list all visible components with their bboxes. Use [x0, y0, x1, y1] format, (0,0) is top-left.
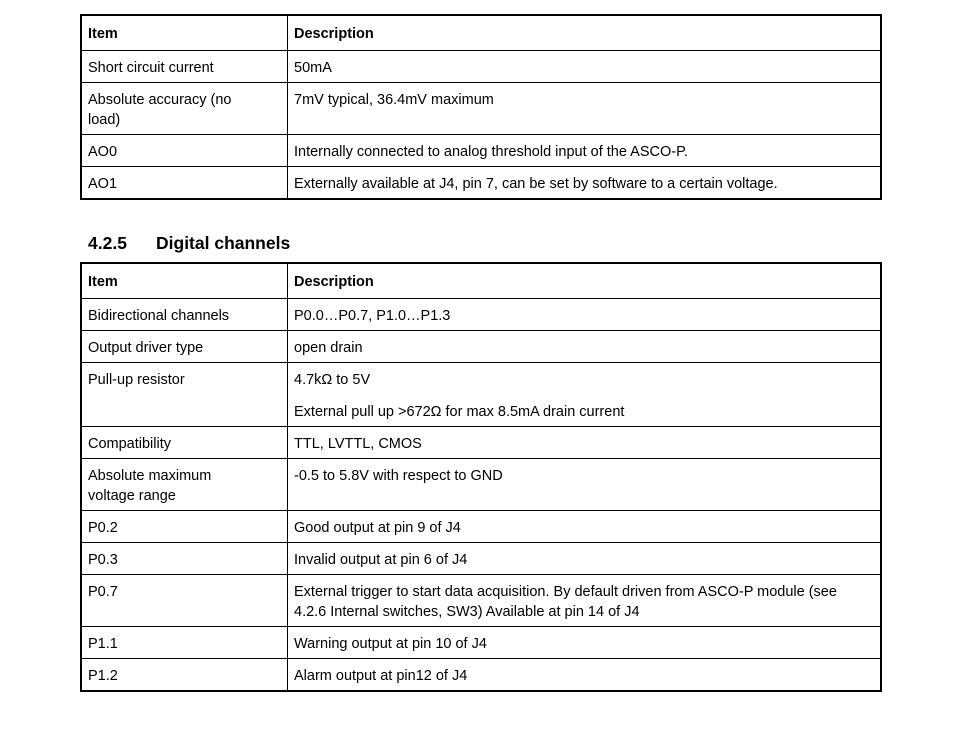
section-title: Digital channels [156, 233, 291, 253]
description-cell: 50mA [288, 51, 881, 83]
item-cell: AO0 [82, 135, 288, 167]
item-cell: Pull-up resistor [82, 363, 288, 427]
description-cell: P0.0…P0.7, P1.0…P1.3 [288, 299, 881, 331]
description-cell: External trigger to start data acquisition. By default driven from ASCO-P module (see 4.2.6 Internal switches, SW3) Available at pin 14 of J4 [288, 575, 881, 627]
table-row [82, 543, 881, 575]
description-cell: -0.5 to 5.8V with respect to GND [288, 459, 881, 511]
item-cell: P0.7 [82, 575, 288, 627]
description-cell: open drain [288, 331, 881, 363]
analog-output-spec-table [81, 15, 881, 199]
section-number: 4.2.5 [88, 233, 127, 253]
table-header-row [82, 16, 881, 51]
item-cell: Short circuit current [82, 51, 288, 83]
digital-channels-spec-table [81, 263, 881, 691]
description-cell: Externally available at J4, pin 7, can be set by software to a certain voltage. [288, 167, 881, 199]
description-cell: Invalid output at pin 6 of J4 [288, 543, 881, 575]
item-cell: AO1 [82, 167, 288, 199]
item-cell: Compatibility [82, 427, 288, 459]
item-cell: Bidirectional channels [82, 299, 288, 331]
table-row [82, 135, 881, 167]
pull-up-value: 4.7kΩ to 5V [294, 372, 371, 388]
pull-up-note: External pull up >672Ω for max 8.5mA drain current [294, 404, 625, 420]
description-cell: Warning output at pin 10 of J4 [288, 627, 881, 659]
table-row [82, 427, 881, 459]
item-cell: P1.2 [82, 659, 288, 691]
section-heading [88, 233, 290, 254]
column-header-description: Description [288, 16, 881, 51]
table-row [82, 299, 881, 331]
column-header-item: Item [82, 16, 288, 51]
item-cell: Output driver type [82, 331, 288, 363]
description-cell: Alarm output at pin12 of J4 [288, 659, 881, 691]
description-cell: Internally connected to analog threshold input of the ASCO-P. [288, 135, 881, 167]
table-row [82, 459, 881, 511]
table-row [82, 511, 881, 543]
table-row [82, 575, 881, 627]
table-row [82, 83, 881, 135]
table-row [82, 659, 881, 691]
item-cell: P1.1 [82, 627, 288, 659]
table-row [82, 331, 881, 363]
item-cell: P0.2 [82, 511, 288, 543]
column-header-item: Item [82, 264, 288, 299]
item-cell: Absolute accuracy (no load) [82, 83, 288, 135]
description-cell [288, 363, 881, 427]
description-cell: Good output at pin 9 of J4 [288, 511, 881, 543]
description-cell: TTL, LVTTL, CMOS [288, 427, 881, 459]
table-row [82, 167, 881, 199]
item-cell: P0.3 [82, 543, 288, 575]
item-cell: Absolute maximum voltage range [82, 459, 288, 511]
table-row [82, 51, 881, 83]
table-row [82, 627, 881, 659]
column-header-description: Description [288, 264, 881, 299]
table-header-row [82, 264, 881, 299]
description-cell: 7mV typical, 36.4mV maximum [288, 83, 881, 135]
table-row [82, 363, 881, 427]
